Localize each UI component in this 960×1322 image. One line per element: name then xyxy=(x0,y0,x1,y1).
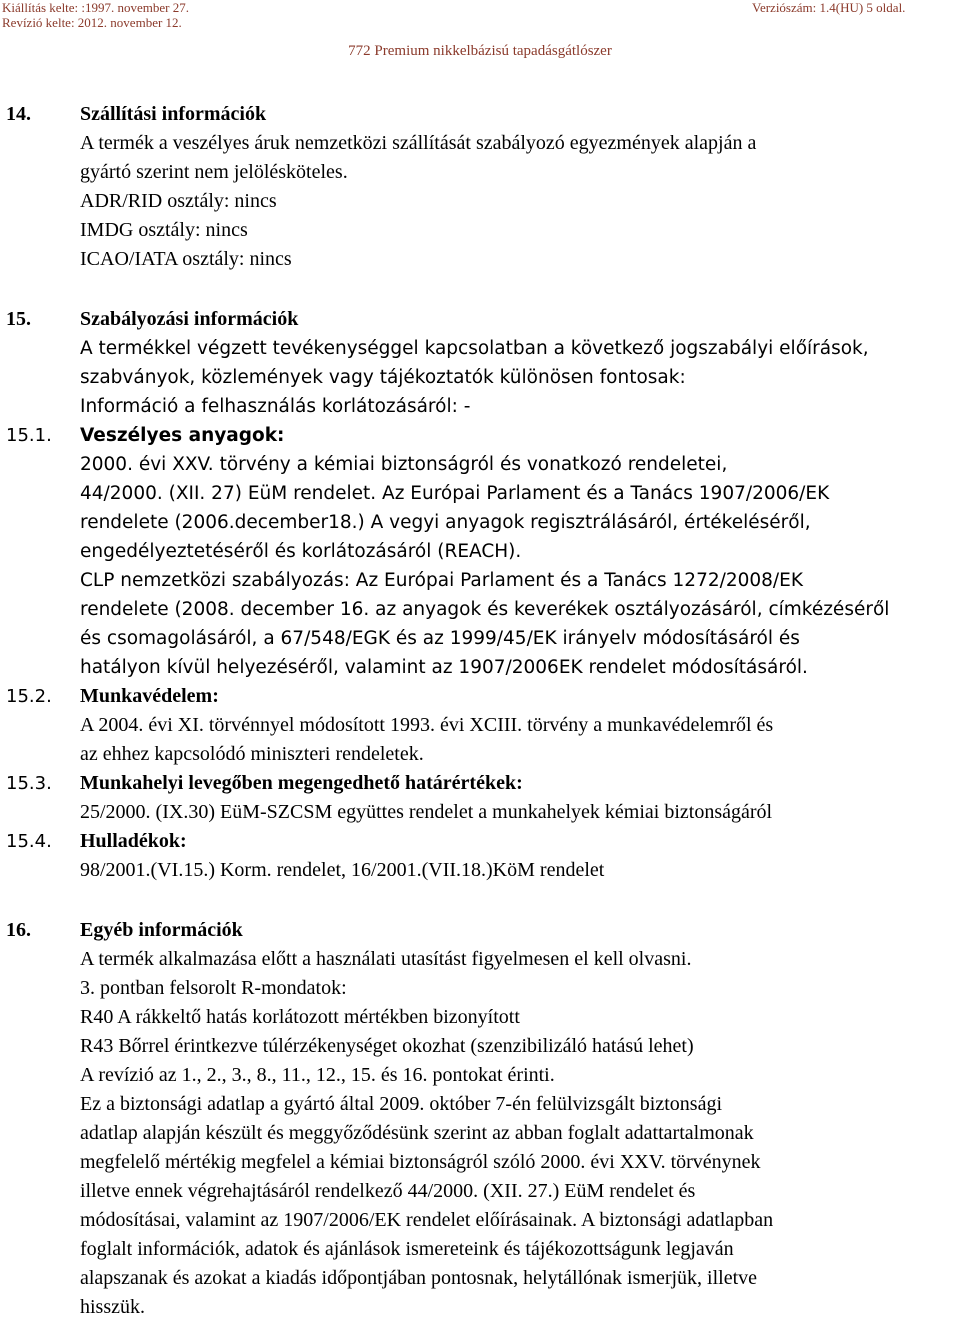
section-number: 14. xyxy=(6,103,31,125)
version-info: Verziószám: 1.4(HU) 5 oldal. xyxy=(752,0,906,15)
subsection-15-1-body xyxy=(80,450,958,682)
section-14 xyxy=(0,100,960,274)
section-14-body xyxy=(80,129,958,274)
text-line: 3. pontban felsorolt R-mondatok: xyxy=(80,977,347,999)
subsection-number: 15.2. xyxy=(6,686,52,707)
text-line: Információ a felhasználás korlátozásáról: - xyxy=(80,396,471,417)
text-line: rendelete (2008. december 16. az anyagok és keverékek osztályozásáról, címkézéséről xyxy=(80,599,890,620)
subsection-15-1-heading xyxy=(0,421,960,450)
text-line: 98/2001.(VI.15.) Korm. rendelet, 16/2001.(VII.18.)KöM rendelet xyxy=(80,859,605,881)
section-title: Szabályozási információk xyxy=(80,308,299,330)
subsection-15-3-heading xyxy=(0,769,960,798)
section-15-intro xyxy=(80,334,958,421)
text-line: 44/2000. (XII. 27) EüM rendelet. Az Európai Parlament és a Tanács 1907/2006/EK xyxy=(80,483,830,504)
text-line: ADR/RID osztály: nincs xyxy=(80,190,277,212)
text-line: 25/2000. (IX.30) EüM-SZCSM együttes rendelet a munkahelyek kémiai biztonságáról xyxy=(80,801,773,823)
section-15 xyxy=(0,305,960,885)
text-line: szabványok, közlemények vagy tájékoztatók különösen fontosak: xyxy=(80,367,686,388)
text-line: megfelelő mértékig megfelel a kémiai biztonságról szóló 2000. évi XXV. törvénynek xyxy=(80,1151,761,1173)
subsection-title: Veszélyes anyagok: xyxy=(80,425,285,446)
text-line: CLP nemzetközi szabályozás: Az Európai Parlament és a Tanács 1272/2008/EK xyxy=(80,570,803,591)
text-line: A termékkel végzett tevékenységgel kapcsolatban a következő jogszabályi előírások, xyxy=(80,338,869,359)
text-line: A revízió az 1., 2., 3., 8., 11., 12., 15. és 16. pontokat érinti. xyxy=(80,1064,555,1086)
text-line: A termék a veszélyes áruk nemzetközi szállítását szabályozó egyezmények alapján a xyxy=(80,132,757,154)
text-line: engedélyeztetéséről és korlátozásáról (REACH). xyxy=(80,541,522,562)
subsection-15-3-body xyxy=(80,798,958,827)
text-line: rendelete (2006.december18.) A vegyi anyagok regisztrálásáról, értékeléséről, xyxy=(80,512,811,533)
section-title: Egyéb információk xyxy=(80,919,243,941)
text-line: foglalt információk, adatok és ajánlások ismereteink és tájékozottságunk legjaván xyxy=(80,1238,734,1260)
text-line: az ehhez kapcsolódó miniszteri rendeletek. xyxy=(80,743,424,765)
subsection-15-4-body xyxy=(80,856,958,885)
text-line: alapszanak és azokat a kiadás időpontjában pontosnak, helytállónak ismerjük, illetve xyxy=(80,1267,758,1289)
text-line: ICAO/IATA osztály: nincs xyxy=(80,248,292,270)
section-15-heading xyxy=(0,305,960,334)
text-line: gyártó szerint nem jelölésköteles. xyxy=(80,161,348,183)
issue-date: Kiállítás kelte: :1997. november 27. xyxy=(2,0,190,15)
text-line: adatlap alapján készült és meggyőződésünk szerint az abban foglalt adattartalmonak xyxy=(80,1122,754,1144)
subsection-15-2-body xyxy=(80,711,958,769)
section-16 xyxy=(0,916,960,1322)
text-line: R40 A rákkeltő hatás korlátozott mértékben bizonyított xyxy=(80,1006,520,1028)
subsection-number: 15.4. xyxy=(6,831,52,852)
text-line: IMDG osztály: nincs xyxy=(80,219,248,241)
section-number: 15. xyxy=(6,308,31,330)
text-line: és csomagolásáról, a 67/548/EGK és az 1999/45/EK irányelv módosításáról és xyxy=(80,628,800,649)
subsection-title: Munkahelyi levegőben megengedhető határértékek: xyxy=(80,772,523,794)
subsection-title: Hulladékok: xyxy=(80,830,187,852)
page-header xyxy=(0,0,960,60)
subsection-number: 15.1. xyxy=(6,425,52,446)
text-line: hisszük. xyxy=(80,1296,145,1318)
section-title: Szállítási információk xyxy=(80,103,267,125)
section-14-heading xyxy=(0,100,960,129)
subsection-15-4-heading xyxy=(0,827,960,856)
text-line: A 2004. évi XI. törvénnyel módosított 1993. évi XCIII. törvény a munkavédelemről és xyxy=(80,714,774,736)
text-line: hatályon kívül helyezéséről, valamint az 1907/2006EK rendelet módosításáról. xyxy=(80,657,808,678)
subsection-number: 15.3. xyxy=(6,773,52,794)
revision-date: Revízió kelte: 2012. november 12. xyxy=(2,15,182,30)
text-line: A termék alkalmazása előtt a használati utasítást figyelmesen el kell olvasni. xyxy=(80,948,692,970)
product-title: 772 Premium nikkelbázisú tapadásgátlószer xyxy=(348,43,612,59)
section-number: 16. xyxy=(6,919,31,941)
section-16-body xyxy=(80,945,958,1322)
text-line: 2000. évi XXV. törvény a kémiai biztonságról és vonatkozó rendeletei, xyxy=(80,454,728,475)
text-line: illetve ennek végrehajtásáról rendelkező 44/2000. (XII. 27.) EüM rendelet és xyxy=(80,1180,696,1202)
text-line: módosításai, valamint az 1907/2006/EK rendelet előírásainak. A biztonsági adatlapban xyxy=(80,1209,774,1231)
text-line: Ez a biztonsági adatlap a gyártó által 2009. október 7-én felülvizsgált biztonsági xyxy=(80,1093,723,1115)
text-line: R43 Bőrrel érintkezve túlérzékenységet okozhat (szenzibilizáló hatású lehet) xyxy=(80,1035,694,1057)
subsection-15-2-heading xyxy=(0,682,960,711)
section-16-heading xyxy=(0,916,960,945)
subsection-title: Munkavédelem: xyxy=(80,685,219,707)
